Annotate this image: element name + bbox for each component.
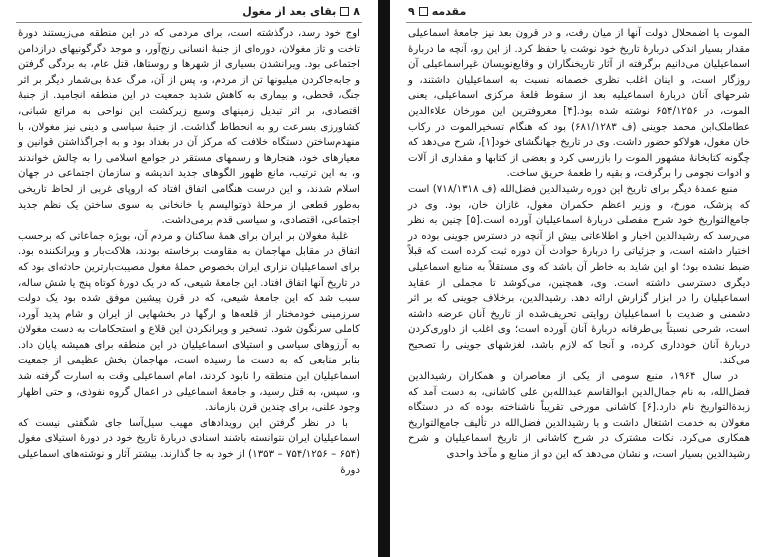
- left-page-header: [18, 2, 360, 20]
- left-page: [0, 0, 378, 557]
- paragraph: اوج خود رسد، درگذشته است، برای مردمی که در این منطقه می‌زیستند دورهٔ تاخت و تاز مغولان، دوره‌ای از جنبهٔ انسانی رنج‌آور، و موجد دگرگونیهای درازدامن اجتماعی بود. ویرانشدن بسیاری از شهرها و روستاها، قتل عام، به بردگی گرفتن و جابه‌جاکردن میلیونها تن از مردم، و، پس از آن، مرگ عدهٔ بی‌شمار دیگر بر اثر جنگ، قحطی، و بیماری به کاهش شدید جمعیت در این منطقه انجامید. از جنبهٔ اقتصادی، بر اثر تبدیل زمینهای وسیع زیرکشت این نواحی به مراتع شبانی، کشاورزی بسرعت رو به انحطاط گذاشت. از جنبهٔ سیاسی و دینی نیز مغولان، با منهدم‌ساختن دستگاه خلافت که مرکز آن در بغداد بود و به اجراگذاشتن قوانین و معیارهای خود، هنجارها و رسمهای مستقر در جوامع اسلامی را به چالش خواندند و، به این ترتیب، مانع ظهور الگوهای جدید اندیشه و سازمان اجتماعی در جهان اسلام شدند، و این درست هنگامی اتفاق افتاد که اروپای غربی از لحاظ تاریخی به‌طور قطعی از مرحلهٔ ذوتوالیسم یا خانخانی به سوی ساختن یک نظم جدید اجتماعی، اقتصادی، و سیاسی قدم برمی‌داشت.: [18, 28, 360, 227]
- right-page-header: [408, 2, 750, 20]
- running-head: مقدمه: [431, 4, 467, 18]
- right-page-text: [408, 26, 750, 557]
- paragraph: در سال ۱۹۶۴، منبع سومی از یکی از معاصران و همکاران رشیدالدین فضل‌الله، به نام جمال‌الدین ابوالقاسم عبدالله‌بن علی کاشانی، به دست آمد که زبدةالتواریخ نام دارد.[۶] کاشانی مورخی تقریباً ناشناخته بوده که در دستگاه مغولان به خدمت اشتغال داشت و با رشیدالدین فضل‌الله در تألیف جامع‌التواریخ همکاری می‌کرد. نکات مشترک در شرح کاشانی از تاریخ اسماعیلیان و شرح رشیدالدین بسیار است، و نشان می‌دهد که این دو از منابع و مآخذ واحدی: [408, 371, 750, 461]
- paragraph: غلبهٔ مغولان بر ایران برای همهٔ ساکنان و مردم آن، بویژه جماعاتی که برحسب اتفاق در مقابل مهاجمان به مقاومت برخاسته بودند، هلاکت‌بار و ویرانکننده بود. برای اسماعیلیان نزاری ایران بخصوص حملهٔ مغول مصیبت‌بارترین حادثه‌ای بود که در تاریخ آنها اتفاق افتاد. این جامعهٔ شیعی، که در یک دورهٔ کوتاه پنج یا شش ساله، سبب شد که این جامعهٔ شیعی، که در قرن پیشین موفق شده بود یک دولت سرزمینی خودمختار از قلعه‌ها و ارگها در بخشهایی از ایران و شام پدید آورد، کاملی سرنگون شود. تسخیر و ویرانکردن این قلاع و استحکامات به دست مغولان به آرزوهای سیاسی و استیلای اسماعیلیان در این منطقه برای همیشه پایان داد. بنابر منابعی که به دست ما رسیده است، مهاجمان بخش عظیمی از جمعیت اسماعیلیان این منطقه را نابود کردند، امام اسماعیلی وقت به اسارت گرفته شد و، سپس، به قتل رسید، و جامعهٔ اسماعیلی در اعمال گروه نفوذی، و حتی اظهار وجود علنی، برای چندین قرن بازماند.: [18, 230, 360, 414]
- square-ornament-icon: [419, 7, 428, 16]
- right-header-title-group: [408, 5, 466, 18]
- left-page-text: [18, 26, 360, 557]
- header-rule: [16, 22, 362, 23]
- square-ornament-icon: [340, 7, 349, 16]
- paragraph: با در نظر گرفتن این رویدادهای مهیب سیل‌آسا جای شگفتی نیست که اسماعیلیان ایران نتوانسته باشند اسنادی دربارهٔ تاریخ خود در دورهٔ استیلای مغول (۶۵۴ – ۷۵۴/۱۲۵۶ – ۱۳۵۳) از خود به جا گذارند. بیشتر آثار و نوشته‌های اسماعیلی دورهٔ: [18, 417, 360, 476]
- page-number: ۹: [408, 4, 415, 18]
- paragraph: منبع عمدهٔ دیگر برای تاریخ این دوره رشیدالدین فضل‌الله (ف ۷۱۸/۱۳۱۸) است که پزشک، مورخ، و وزیر اعظم حکمران مغول، غازان خان، بود. وی در جامع‌التواریخ خود شرح مفصلی دربارهٔ اسماعیلیان آورده است.[۵] چنین به نظر می‌رسد که رشیدالدین اخبار و اطلاعاتی بیش از آنچه در دسترس جوینی بوده در اختیار داشته است، و جزئیاتی را دربارهٔ حوادث آن دوره ثبت کرده است که قبلاً ضبط نشده بود؛ او این شاید به خاطر آن باشد که وی مستقلاً به منابع اسماعیلی دیگری دسترسی داشته است. وی، همچنین، می‌کوشد تا مجملی از عقاید اسماعیلیان را در ابزار گزارش ارائه دهد. رشیدالدین، برخلاف جوینی که بر اثر دشمنی و ضدیت با اسماعیلیان روایتی تحریف‌شده از تاریخ آنان عرضه داشته است، شرحی نسبتاً بی‌طرفانه دربارهٔ آنان آورده است؛ وی اغلب از داوری‌کردن دربارهٔ آنان خودداری کرده، و آنجا که لازم باشد، لغزشهای جوینی را تصحیح می‌کند.: [408, 183, 750, 367]
- left-header-title-group: [242, 5, 360, 18]
- running-head: بقای بعد از مغول: [242, 4, 337, 18]
- right-page: [390, 0, 768, 557]
- book-gutter: [378, 0, 390, 557]
- page-number: ۸: [353, 4, 360, 18]
- paragraph: الموت یا اضمحلال دولت آنها از میان رفت، و در قرون بعد نیز جامعهٔ اسماعیلی مقدار بسیار اندکی دربارهٔ تاریخ خود نوشت یا حفظ کرد. از این رو، آنچه ما دربارهٔ اسماعیلیان می‌دانیم برگرفته از آثار تاریخنگاران و وقایع‌نویسان غیراسماعیلی آن روزگار است، و اینان اغلب نظری خصمانه نسبت به اسماعیلیان داشتند، و شرحهای آنان دربارهٔ اسماعیلیه بعد از سقوط قلعهٔ مرکزی اسماعیلی، یعنی الموت، در ۶۵۴/۱۲۵۶ نوشته شده بود.[۴] معروفترین این مورخان علاءالدین عطاملک‌ابن محمد جوینی (ف ۶۸۱/۱۲۸۳) بود که هنگام تسخیرالموت در رکاب خان مغول، هولاکو حضور داشت. وی در تاریخ جهانگشای خود[۱]، شرح می‌دهد که چگونه کتابخانهٔ مشهور الموت را بازرسی کرد و بعضی از کتابها و مقداری از آلات و ادوات نجومی را برگرفت، و بقیه را طعمهٔ حریق ساخت.: [408, 28, 750, 180]
- header-rule: [406, 22, 752, 23]
